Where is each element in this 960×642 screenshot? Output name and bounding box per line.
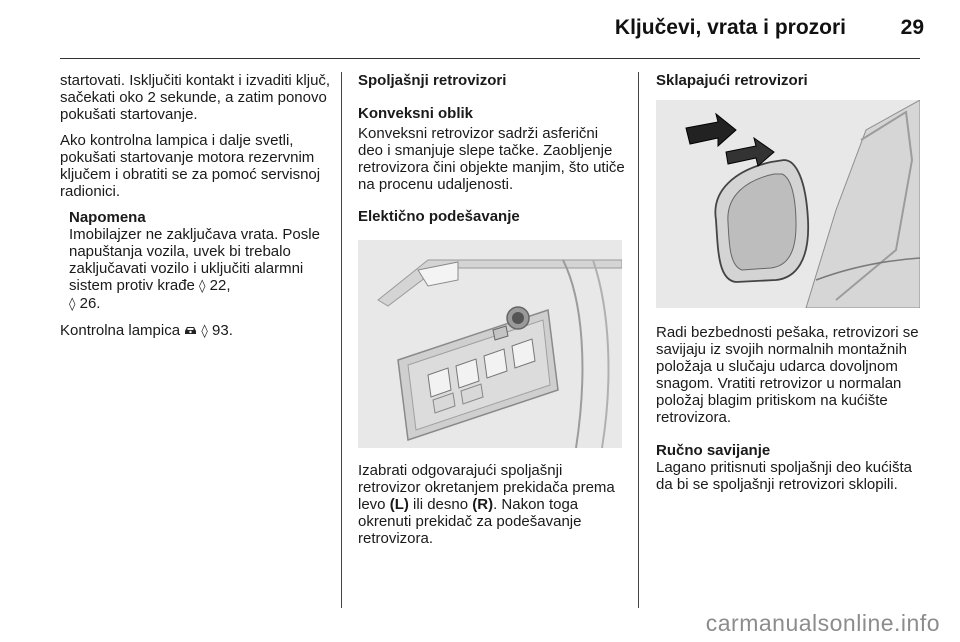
note-ref-22[interactable]: 22, — [209, 277, 231, 294]
paragraph-start-retry: startovati. Isključiti kontakt i izvaditi ključ, sačekati oko 2 sekunde, a zatim ponovo pokušati startovanje. — [60, 72, 331, 123]
right-key-label: (R) — [472, 496, 494, 513]
car-key-lamp-icon — [184, 324, 197, 336]
folding-mirror-illustration — [656, 100, 920, 308]
subsection-title-manual-folding: Ručno savijanje — [656, 442, 771, 459]
lamp-ref-93[interactable]: 93. — [212, 322, 233, 339]
column-divider-1 — [341, 72, 342, 608]
note-ref-26[interactable]: 26. — [79, 295, 101, 312]
column-3 — [656, 72, 920, 493]
column-2 — [358, 72, 626, 547]
convex-text: Konveksni retrovizor sadrži asferični deo i smanjuje slepe tačke. Zaobljenje retrovizora čini objekte manjim, što utiče na procenu udaljenosti. — [358, 125, 625, 193]
reference-arrow-icon: ◊ — [69, 297, 76, 312]
mirror-switch-illustration — [358, 240, 622, 448]
folding-text: Radi bezbednosti pešaka, retrovizori se savijaju iz svojih normalnih montažnih položaja u slučaju udarca dovoljnom snagom. Vratiti retrovizor u normalan položaj blagim pritiskom na kućište retrovizora. — [656, 324, 919, 426]
note-text — [69, 226, 332, 313]
subsection-title-convex: Konveksni oblik — [358, 105, 474, 122]
note-box — [60, 209, 332, 313]
mirror-switch-figure — [358, 240, 626, 448]
electric-text-part-c: . Nakon toga okrenuti prekidač za podešavanje retrovizora. — [358, 496, 582, 547]
header-rule — [60, 58, 920, 59]
paragraph-lamp-still-on: Ako kontrolna lampica i dalje svetli, pokušati startovanje motora rezervnim ključem i obratiti se za pomoć servisnoj radionici. — [60, 132, 321, 200]
page-number: 29 — [900, 16, 924, 39]
column-divider-2 — [638, 72, 639, 608]
section-title-exterior-mirrors: Spoljašnji retrovizori — [358, 72, 507, 89]
section-title-folding-mirrors: Sklapajući retrovizori — [656, 72, 808, 89]
electric-text-part-b: ili desno — [413, 496, 469, 513]
reference-arrow-icon: ◊ — [199, 279, 206, 294]
column-1 — [60, 72, 332, 340]
lamp-paragraph — [60, 322, 332, 340]
electric-text — [358, 462, 626, 547]
reference-arrow-icon: ◊ — [201, 324, 208, 339]
manual-folding-text: Lagano pritisnuti spoljašnji deo kućišta da bi se spoljašnji retrovizori sklopili. — [656, 459, 912, 493]
note-title: Napomena — [69, 209, 146, 226]
section-title-electric: Elektično podešavanje — [358, 208, 520, 225]
watermark: carmanualsonline.info — [705, 610, 940, 636]
lamp-text: Kontrolna lampica — [60, 322, 181, 339]
left-key-label: (L) — [389, 496, 409, 513]
header-title: Ključevi, vrata i prozori — [614, 16, 846, 39]
note-body: Imobilajzer ne zaključava vrata. Posle napuštanja vozila, uvek bi trebalo zaključavati vozilo i uključiti alarmni sistem protiv krađe — [69, 226, 320, 294]
folding-mirror-figure — [656, 100, 920, 308]
electric-text-part-a: Izabrati odgovarajući spoljašnji retrovizor okretanjem prekidača prema levo — [358, 462, 615, 513]
